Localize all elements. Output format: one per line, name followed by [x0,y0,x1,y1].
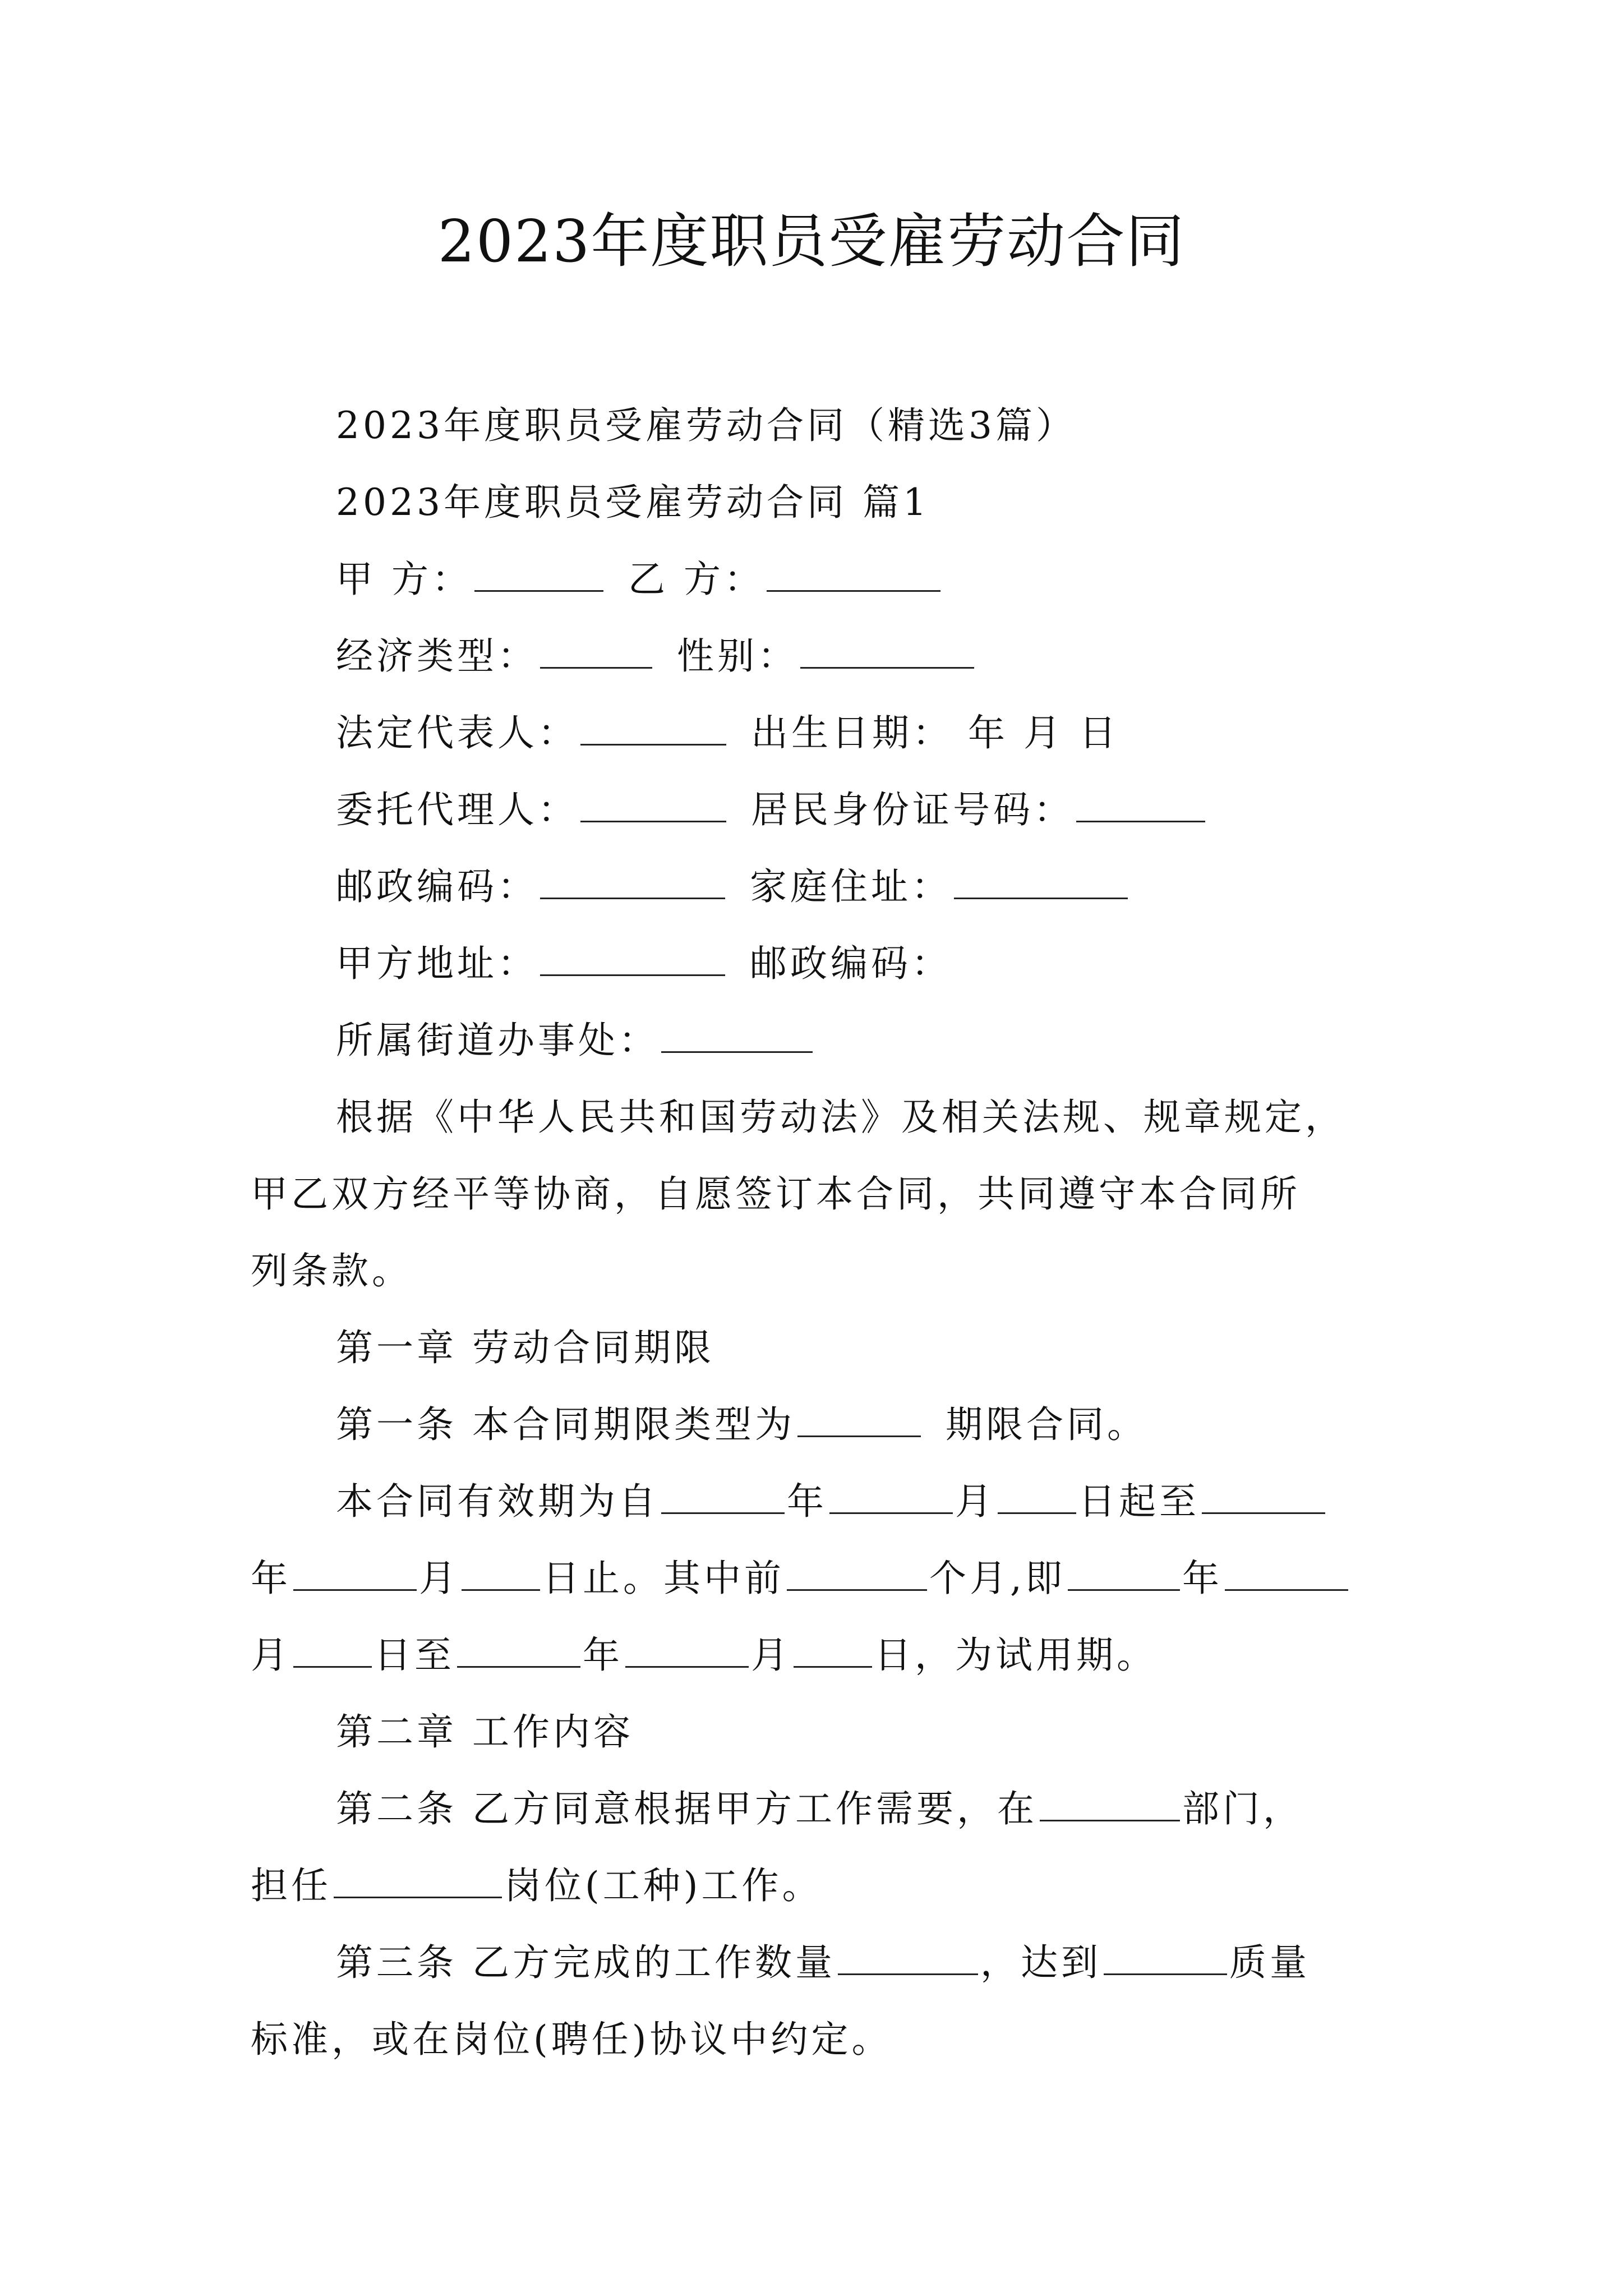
article-text: 岗位(工种)工作。 [504,1864,823,1907]
article-text: 第三条 乙方完成的工作数量 [336,1941,836,1984]
term-text: 日至 [374,1634,455,1677]
section-heading-text: 2023年度职员受雇劳动合同 篇1 [336,481,930,524]
party-b-label: 乙 方： [628,558,764,601]
blank-field [954,868,1128,899]
article-text: 第一条 本合同期限类型为 [336,1403,795,1446]
gender-label: 性别： [677,634,798,678]
id-number-label: 居民身份证号码： [751,788,1074,831]
home-address-label: 家庭住址： [750,865,952,908]
postcode-line [251,848,1389,925]
article-line [251,1924,1389,2001]
term-line [251,1463,1389,1540]
paragraph-text: 甲乙双方经平等协商，自愿签订本合同，共同遵守本合同所 [251,1172,1301,1216]
term-line [251,1540,1389,1617]
blank-field [462,1560,540,1591]
term-text: 日，为试用期。 [874,1634,1157,1677]
paragraph-text: 根据《中华人民共和国劳动法》及相关法规、规章规定， [336,1096,1345,1139]
term-text: 本合同有效期为自 [336,1480,659,1523]
year-label: 年 [583,1634,623,1677]
blank-field [540,945,725,976]
agent-line [251,771,1389,848]
address-line [251,925,1389,1002]
month-label: 月 [751,1634,791,1677]
article-text: 标准，或在岗位(聘任)协议中约定。 [251,2018,892,2061]
month-label: 月 [955,1480,995,1523]
postcode-label: 邮政编码： [336,865,538,908]
party-a-label: 甲 方： [336,558,472,601]
paragraph-line [251,1232,1389,1309]
chapter-heading [251,1309,1389,1386]
article-line [251,2001,1389,2078]
year-label: 年 [251,1557,291,1600]
blank-field [293,1560,417,1591]
article-text: ，达到 [980,1941,1101,1984]
party-line [251,541,1389,618]
article-text: 期限合同。 [945,1403,1147,1446]
article-line [251,1770,1389,1847]
blank-field [293,1637,372,1668]
section-heading-line [251,464,1389,541]
agent-label: 委托代理人： [336,788,578,831]
blank-field [661,1022,813,1053]
economic-type-label: 经济类型： [336,634,538,678]
article-line [251,1847,1389,1924]
year-label: 年 [787,1480,827,1523]
blank-field [457,1637,580,1668]
blank-field [767,561,940,592]
term-line [251,1617,1389,1694]
blank-field [829,1483,953,1514]
document-title: 2023年度职员受雇劳动合同 [437,207,1186,275]
term-text: 日止。其中前 [542,1557,785,1600]
blank-field [1068,1560,1180,1591]
chapter-heading [251,1694,1389,1770]
blank-field [800,638,974,669]
blank-field [797,1406,921,1437]
blank-field [794,1637,872,1668]
blank-field [540,638,652,669]
paragraph-line [251,1079,1389,1156]
party-a-address-label: 甲方地址： [336,942,538,985]
article-text: 担任 [251,1864,331,1907]
blank-field [1202,1483,1325,1514]
postcode-label-2: 邮政编码： [750,942,952,985]
year-label: 年 [1182,1557,1223,1600]
chapter-one-title: 第一章 劳动合同期限 [336,1326,714,1369]
economic-type-line [251,618,1389,694]
blank-field [787,1560,927,1591]
subdistrict-label: 所属街道办事处： [336,1019,659,1062]
blank-field [625,1637,749,1668]
blank-field [1040,1791,1180,1821]
subtitle-line [251,387,1389,464]
legal-rep-line [251,694,1389,771]
month-label: 月 [251,1634,291,1677]
blank-field [1076,792,1205,822]
birth-date-label: 出生日期： 年 月 日 [751,711,1119,754]
article-line [251,1386,1389,1463]
subdistrict-line [251,1002,1389,1079]
blank-field [474,561,603,592]
term-text: 日起至 [1078,1480,1200,1523]
paragraph-text: 列条款。 [251,1249,412,1292]
article-text: 部门， [1182,1787,1303,1830]
blank-field [1225,1560,1348,1591]
paragraph-line [251,1156,1389,1232]
blank-field [580,715,726,746]
article-text: 质量 [1229,1941,1310,1984]
subtitle-text: 2023年度职员受雇劳动合同（精选3篇） [336,404,1076,447]
document-body [251,387,1389,2078]
blank-field [1104,1944,1227,1975]
blank-field [540,868,725,899]
blank-field [838,1944,978,1975]
term-text: 个月,即 [929,1557,1066,1600]
chapter-two-title: 第二章 工作内容 [336,1710,634,1754]
legal-rep-label: 法定代表人： [336,711,578,754]
month-label: 月 [419,1557,459,1600]
blank-field [661,1483,785,1514]
article-text: 第二条 乙方同意根据甲方工作需要，在 [336,1787,1038,1830]
blank-field [580,792,726,822]
blank-field [998,1483,1076,1514]
blank-field [334,1867,502,1898]
